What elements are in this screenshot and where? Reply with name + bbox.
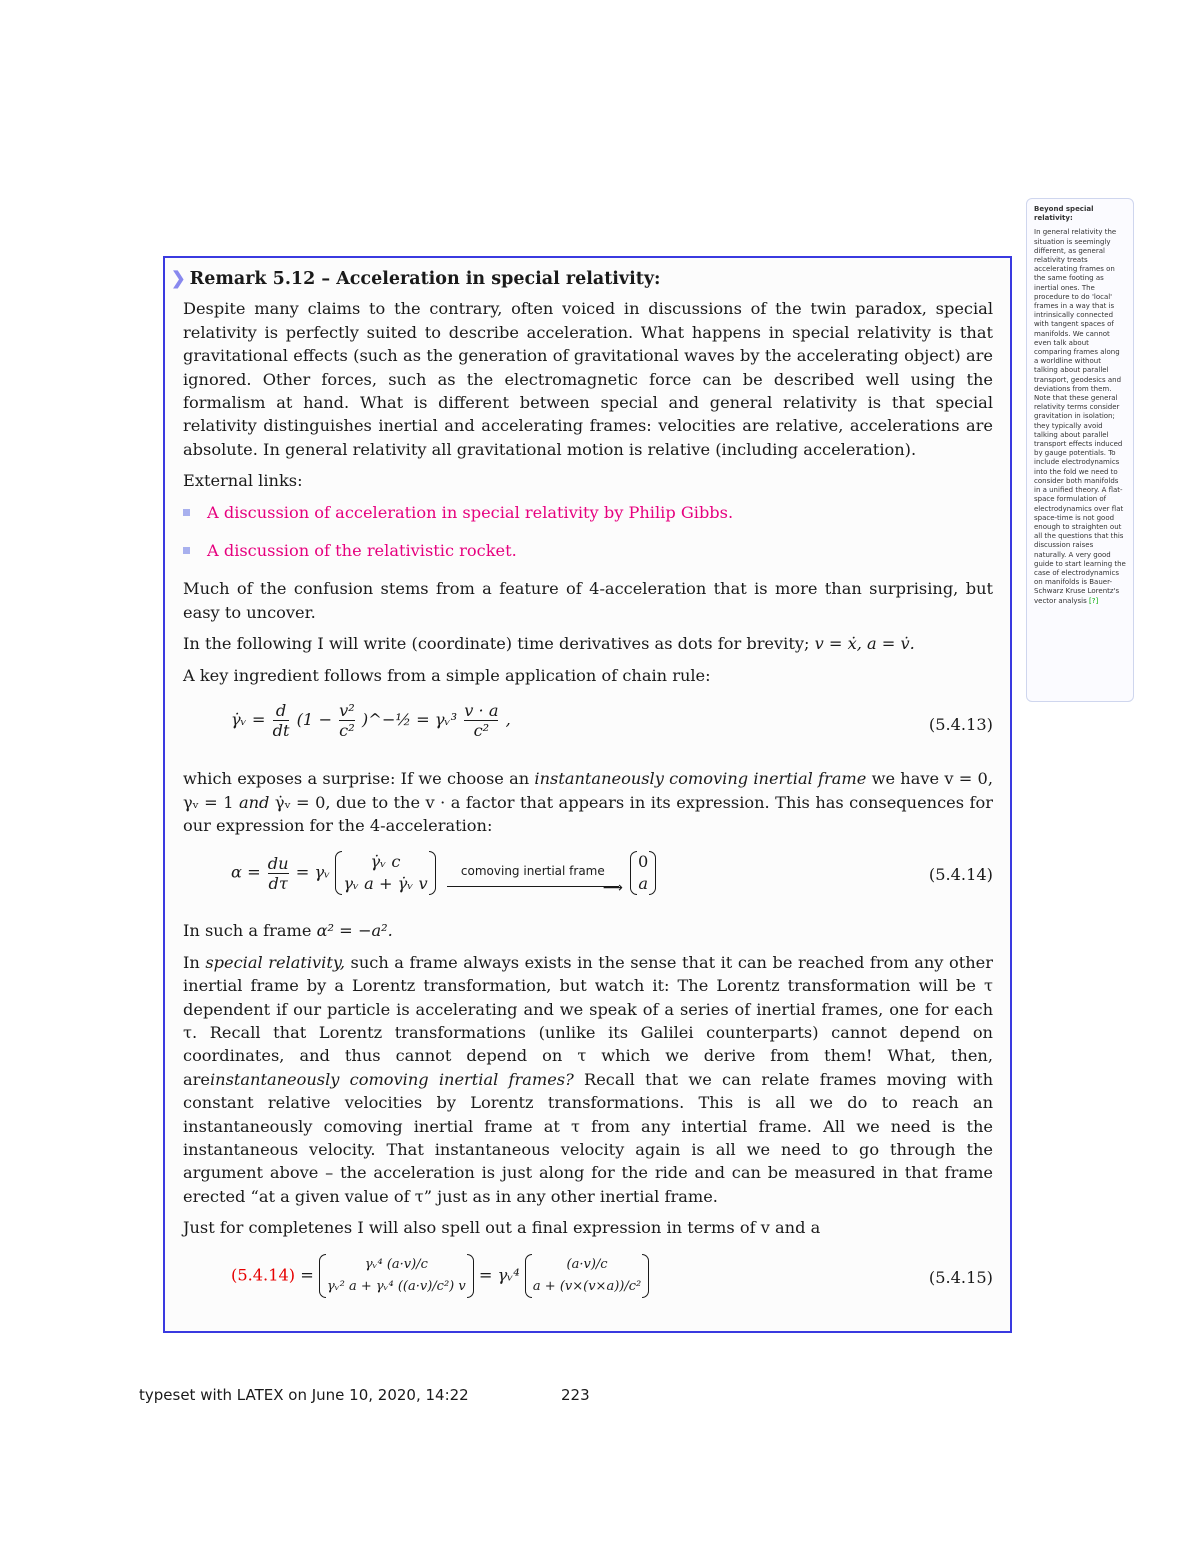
eq1-frac1-den: dt [272, 721, 290, 741]
eq2-vec-top: γ̇ᵥ c [370, 852, 401, 872]
eq2-res-top: 0 [638, 852, 649, 872]
square-bullet-icon [183, 509, 190, 516]
external-links-label: External links: [183, 471, 303, 491]
eq2-frac-den: dτ [268, 873, 288, 893]
eq2-result-vector [630, 851, 656, 895]
surprise-emphasis: instantaneously comoving inertial frame [534, 769, 867, 789]
margin-note-link[interactable]: [?] [1089, 596, 1099, 605]
surprise-text-c: γ̇ᵥ = 0, due to the v · a factor that appears in its expression. This has consequences for our expression for the 4-acceleration: [183, 792, 993, 835]
remark-box [163, 256, 1012, 1333]
sr-text-c: Recall that we can relate frames moving with constant relative velocities by Lorentz transformations. This is all we do to reach an instantaneously comoving inertial frame at τ from any intertial frame. All we need is the instantaneous velocity. That instantaneous velocity again is all we need to go through the argument above – the acceleration is just along for the ride and can be measured in that frame erected “at a given value of τ” just as in any other inertial frame. [183, 1069, 993, 1206]
remark-title [171, 268, 993, 291]
link-item[interactable] [183, 539, 993, 562]
paragraph-surprise [183, 767, 993, 837]
eq1-frac3-num: v · a [464, 701, 499, 721]
paragraph-frame [183, 919, 993, 942]
eq2-mid: = γᵥ [295, 862, 331, 882]
margin-note-text: In general relativity the situation is seemingly different, as general relativity treats accelerating frames on the same footing as inertial ones. The procedure to do 'local' frames in a way that is intrinsically connected with tangent spaces of manifolds. We cannot even talk about comparing frames along a worldline without talking about parallel transport, geodesics and deviations from them. Note that these general relativity terms consider gravitation in isolation; they typically avoid talking about parallel transport effects induced by gauge potentials. To include electrodynamics into the fold we need to consider both manifolds in a unified theory. A flat-space formulation of electrodynamics over flat space-time is not good enough to straighten out all the questions that this discussion raises naturally. A very good guide to start learning the case of electrodynamics on manifolds is Bauer-Schwarz Kruse Lorentz's vector analysis [1034, 228, 1126, 605]
paragraph-special-relativity [183, 951, 993, 1208]
eq1-frac-d-dt [273, 701, 290, 740]
link-gibbs[interactable]: A discussion of acceleration in special relativity by Philip Gibbs. [207, 502, 734, 522]
sr-emphasis-1: special relativity, [205, 952, 345, 972]
arrow-label: comoving inertial frame [460, 864, 605, 879]
sr-emphasis-2: instantaneously comoving inertial frames? [209, 1069, 574, 1089]
eq3-vector-1 [319, 1254, 474, 1298]
paragraph-intro: Despite many claims to the contrary, often voiced in discussions of the twin paradox, special relativity is perfectly suited to describe acceleration. What happens in special relativity is that gravitational effects (such as the generation of gravitational waves by the accelerating object) are ignored. Other forces, such as the electromagnetic force can be described well using the formalism at hand. What is different between special and general relativity is that special relativity distinguishes inertial and accelerating frames: velocities are relative, accelerations are absolute. In general relativity all gravitational motion is relative (including acceleration). [183, 299, 993, 459]
eq1-frac3-den: c² [464, 720, 498, 740]
eq3-mid: = γᵥ⁴ [478, 1265, 520, 1285]
eq2-res-bot: a [638, 874, 648, 894]
margin-note-body [1034, 228, 1126, 605]
equation-body [231, 701, 511, 740]
eq3-vector-2 [525, 1254, 649, 1298]
eq1-frac-va-c2 [464, 701, 498, 740]
surprise-text-b: we have v = 0, γᵥ = 1 [183, 769, 993, 812]
eq2-vec-bot: γᵥ a + γ̇ᵥ v [343, 874, 428, 894]
eq3-vec1-bot: γᵥ² a + γᵥ⁴ ((a·v)/c²) v [327, 1278, 466, 1294]
eq2-vector [335, 851, 435, 895]
page-number: 223 [561, 1386, 590, 1404]
equation-number: (5.4.13) [928, 715, 993, 735]
equation-5-4-14 [183, 845, 993, 909]
paragraph-confusion: Much of the confusion stems from a feature of 4-acceleration that is more than surprising, but easy to uncover. [183, 579, 993, 622]
link-item[interactable] [183, 501, 993, 524]
square-bullet-icon [183, 547, 190, 554]
remark-content [171, 268, 993, 1324]
equation-body [231, 851, 656, 895]
eq1-frac2-num: v² [339, 701, 355, 721]
notation-text: In the following I will write (coordinate) time derivatives as dots for brevity; [183, 634, 810, 654]
eq2-frac-du-dtau [268, 854, 289, 893]
equation-number: (5.4.14) [928, 865, 993, 885]
eq3-vec1-top: γᵥ⁴ (a·v)/c [364, 1256, 428, 1272]
external-links-list [183, 501, 993, 563]
eq1-frac-v2-c2 [339, 701, 355, 740]
surprise-and: and [238, 792, 270, 812]
frame-text: In such a frame [183, 921, 312, 941]
eq2-frac-num: du [267, 853, 289, 873]
page-footer: typeset with LATEX on June 10, 2020, 14:22 [139, 1386, 469, 1404]
margin-note-title: Beyond special relativity: [1034, 205, 1094, 223]
eq1-lhs: γ̇ᵥ = [231, 710, 266, 730]
equation-body [231, 1254, 649, 1298]
equation-reference-link[interactable]: (5.4.14) [231, 1265, 296, 1285]
equation-5-4-13 [183, 695, 993, 757]
eq3-vec2-top: (a·v)/c [566, 1256, 608, 1272]
equation-number: (5.4.15) [928, 1267, 993, 1287]
sr-text-b: such a frame always exists in the sense that it can be reached from any other inertial frame by a Lorentz transformation, but watch it: The Lorentz transformation will be τ dependent if our particle is accelerating and we speak of a series of inertial frames, one for each τ. Recall that Lorentz transformations (unlike its Galilei counterparts) cannot depend on coordinates, and thus cannot depend on τ which we derive from them! What, then, are [183, 952, 993, 1089]
eq1-paren: (1 − [296, 710, 332, 730]
chevron-right-icon: ❯ [171, 269, 186, 289]
surprise-text-a: which exposes a surprise: If we choose an [183, 769, 530, 789]
paragraph-notation [183, 632, 993, 655]
right-arrow-icon [447, 886, 619, 887]
eq1-end: , [505, 710, 511, 730]
eq3-eq-sign: = [300, 1265, 314, 1285]
eq1-frac1-num: d [275, 701, 287, 721]
margin-note [1026, 198, 1134, 702]
eq1-frac2-den: c² [339, 721, 355, 741]
equation-5-4-15 [183, 1248, 993, 1314]
remark-title-text: Remark 5.12 – Acceleration in special relativity: [189, 269, 661, 289]
eq3-vec2-bot: a + (v×(v×a))/c² [532, 1278, 642, 1294]
eq2-lhs: α = [231, 862, 261, 882]
frame-math: α² = −a². [316, 921, 393, 941]
sr-text-a: In [183, 952, 200, 972]
notation-math: v = ẋ, a = v̇. [814, 634, 915, 654]
link-rocket[interactable]: A discussion of the relativistic rocket. [207, 541, 517, 561]
paragraph-chain-rule: A key ingredient follows from a simple application of chain rule: [183, 665, 711, 685]
paragraph-completeness: Just for completenes I will also spell out a final expression in terms of v and a [183, 1218, 821, 1238]
eq1-tail: )^−½ = γᵥ³ [361, 710, 458, 730]
comoving-arrow [447, 860, 619, 886]
